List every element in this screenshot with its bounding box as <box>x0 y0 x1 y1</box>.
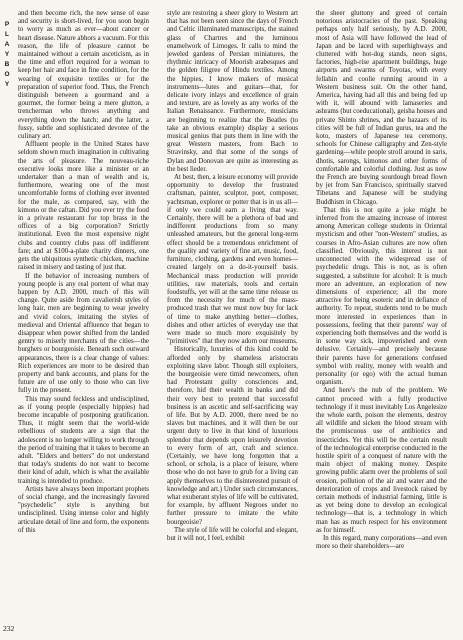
page-number: 232 <box>3 624 15 633</box>
paragraph: The style of life will be colorful and elegant, but it will not, I feel, exhibit <box>167 526 298 542</box>
running-head-letter: B <box>4 61 10 68</box>
paragraph: Artists have always been important prophets of social change, and the increasingly favored "psychedelic" style is anything but undisciplined. Using intense color and highly articulate detail of line and form, the exponents of this <box>18 485 149 534</box>
paragraph: At best, then, a leisure economy will provide opportunity to develop the frustrated craftsman, painter, sculptor, poet, composer, yachtsman, explorer or potter that is in us all—if only we could earn a living that way. Certainly, there will be a plethora of bad and indifferent productions from so many unleashed amateurs, but the general long-term effect should be a tremendous enrichment of the quality and variety of fine art, music, food, furniture, clothing, gardens and even homes—created largely on a do-it-yourself basis. Mechanical mass production will provide utilities, raw materials, tools and certain foodstuffs, yet will at the same time release us from the necessity for much of the mass-produced trash that we must now buy for lack of time to make anything better—clothes, dishes and other articles of everyday use that were made so much more exquisitely by "primitives" that they now adorn our museums. <box>167 174 298 346</box>
running-head-letter: P <box>4 21 10 28</box>
running-head-letter: A <box>4 41 10 48</box>
paragraph: In this regard, many corporations—and even more so their shareholders—are <box>316 535 447 551</box>
paragraph: and then become rich, the new sense of ease and security is short-lived, for you soon begin to worry as much as ever—about cancer or heart disease. Nature abhors a vacuum. For this reason, the life of pleasure cannot be maintained without a certain asceticism, as in the time and effort required for a woman to keep her hair and face in fine condition, for the wearing of exquisite textiles or for the preparation of superior food. Thus, the French distinguish between a gourmand and a gourmet, the former being a mere glutton, a trencherman who throws anything and everything down the hatch; and the latter, a fussy, subtle and sophisticated devotee of the culinary art. <box>18 10 149 141</box>
paragraph: the sheer gluttony and greed of certain notorious aristocracies of the past. Speaking perhaps only half seriously, by A.D. 2000, most of Asia will have followed the lead of Japan and be laced with superhighways and cluttered with hot-dog stands, neon signs, factories, high-rise apartment buildings, huge airports and swarms of Toyotas, with every fellahin and coolie running around in a Western business suit. On the other hand, America, having had all this and being fed up with it, will abound with lamaseries and ashrams (but coeducational), geisha houses and private Shinto shrines, and the bazaars of its cities will be full of Indian gurus, tea and the koto, masters of Japanese tea ceremony, schools for Chinese calligraphy and Zen-style gardening—while people stroll around in saris, dhotis, sarongs, kimonos and other forms of comfortable and colorful clothing. Just as now the French are buying sourdough bread flown by jet from San Francisco, spiritually starved Tibetans and Japanese will be studying Buddhism in Chicago. <box>316 10 447 206</box>
running-head-letter: Y <box>4 51 10 58</box>
paragraph: If the behavior of increasing numbers of young people is any real portent of what may happen by A.D. 2000, much of this will change. Quite aside from cavalierish styles of long hair, men are beginning to wear jewelry and vivid colors, imitating the styles of medieval and Oriental affluence that began to disappear when power shifted from the landed gentry to miserly merchants of the cities—the burghers or bourgeoisie. Beneath such outward appearances, there is a clear change of values: Rich experiences are more to be desired than property and bank accounts, and plans for the future are of use only to those who can live fully in the present. <box>18 272 149 395</box>
running-head-letter: Y <box>4 81 10 88</box>
running-head <box>2 20 12 90</box>
text-column-1 <box>18 10 149 632</box>
text-column-2 <box>167 10 298 632</box>
paragraph: This may sound feckless and undisciplined, as if young people (especially hippies) had become incapable of postponing gratification. Thus, it might seem that the world-wide rebellious of students are a sign that the adolescent is no longer willing to work through the period of training that it takes to become an adult. "Elders and betters" do not understand that today's students do not want to become their kind of adult, which is what the available training is intended to produce. <box>18 395 149 485</box>
paragraph: Historically, luxuries of this kind could be afforded only by shameless aristocrats exploiting slave labor. Though still exploiters, the bourgeoisie were timid newcomers, often had Protestant guilty consciences and, therefore, hid their wealth in banks and did their very best to pretend that successful business is an ascetic and self-sacrificing way of life. But by A.D. 2000, there need be no slaves but machines, and it will then be our urgent duty to live in that kind of luxurious splendor that depends upon leisurely devotion to every form of art, craft and science. (Certainly, we have long forgotten that a school, or schola, is a place of leisure, where those who do not have to grub for a living can apply themselves to the disinterested pursuit of knowledge and art.) Under such circumstances, what exuberant styles of life will be cultivated, for example, by affluent Negroes under no further pressure to imitate the white bourgeoisie? <box>167 346 298 526</box>
paragraph: style are restoring a sheer glory to Western art that has not been seen since the days of French and Celtic illuminated manuscripts, the stained glass of Chartres and the luminous enamelwork of Limoges. It calls to mind the jeweled gardens of Persian miniatures, the rhythmic intricacy of Moorish arabesques and the golden filigree of Hindu textiles. Among the hippies, I know makers of musical instruments—lutes and guitars—that, for delicate ivory inlays and excellence of grain and texture, are as lovely as any works of the Italian Renaissance. Furthermore, musicians are beginning to realize that the Beatles (to take an obvious example) display a serious musical genius that puts them in line with the great Western masters, from Bach to Stravinsky, and that some of the songs of Dylan and Donovan are quite as interesting as the best lieder. <box>167 10 298 173</box>
paragraph: And here's the nub of the problem. We cannot proceed with a fully productive technology if it must inevitably Los Angelesize the whole earth, poison the elements, destroy all wildlife and sicken the blood stream with the promiscuous use of antibiotics and insecticides. Yet this will be the certain result of the technological enterprise conducted in the hostile spirit of a conquest of nature with the main object of making money. Despite growing public alarm over the problems of soil erosion, pollution of the air and water and the deterioration of crops and livestock raised by certain methods of industrial farming, little is as yet being done to develop an ecological technology—that is, a technology in which man has as much respect for his environment as for himself. <box>316 387 447 534</box>
paragraph: That this is not quite a joke might be inferred from the amazing increase of interest among American college students in Oriental mysticism and other "non-Western" studies, as courses in Afro-Asian cultures are now often classified. Obviously, this interest is not unconnected with the widespread use of psychedelic drugs. This is not, as is often suggested, a substitute for alcohol: It is much more an adventure, an exploration of new dimensions of experience; all the more attractive for being esoteric and in defiance of authority. To repeat, students tend to be much more interested in experiences than in possessions, feeling that their parents' way of experiencing both themselves and the world is in some way sick, impoverished and even delusive. Certainly—and precisely because their parents have for generations confused symbol with reality, money with wealth and personality (or ego) with the actual human organism. <box>316 206 447 387</box>
text-column-3 <box>316 10 447 632</box>
paragraph: Affluent people in the United States have seldom shown much imagination in cultivating the arts of pleasure. The nouveau-riche executive looks more like a minister or an undertaker than a man of wealth and is, furthermore, wearing one of the most uncomfortable forms of clothing ever invented for the male, as compared, say, with the kimono or the caftan. Did you ever try the food in a private restaurant for top brass in the offices of a big corporation? Strictly institutional. Even the most expensive night clubs and country clubs pass off indifferent fare; and at $100-a-plate charity dinners, one gets the ubiquitous synthetic chicken, machine raised in misery and tasting of just that. <box>18 141 149 272</box>
running-head-letter: O <box>4 71 10 78</box>
running-head-letter: L <box>5 31 9 38</box>
